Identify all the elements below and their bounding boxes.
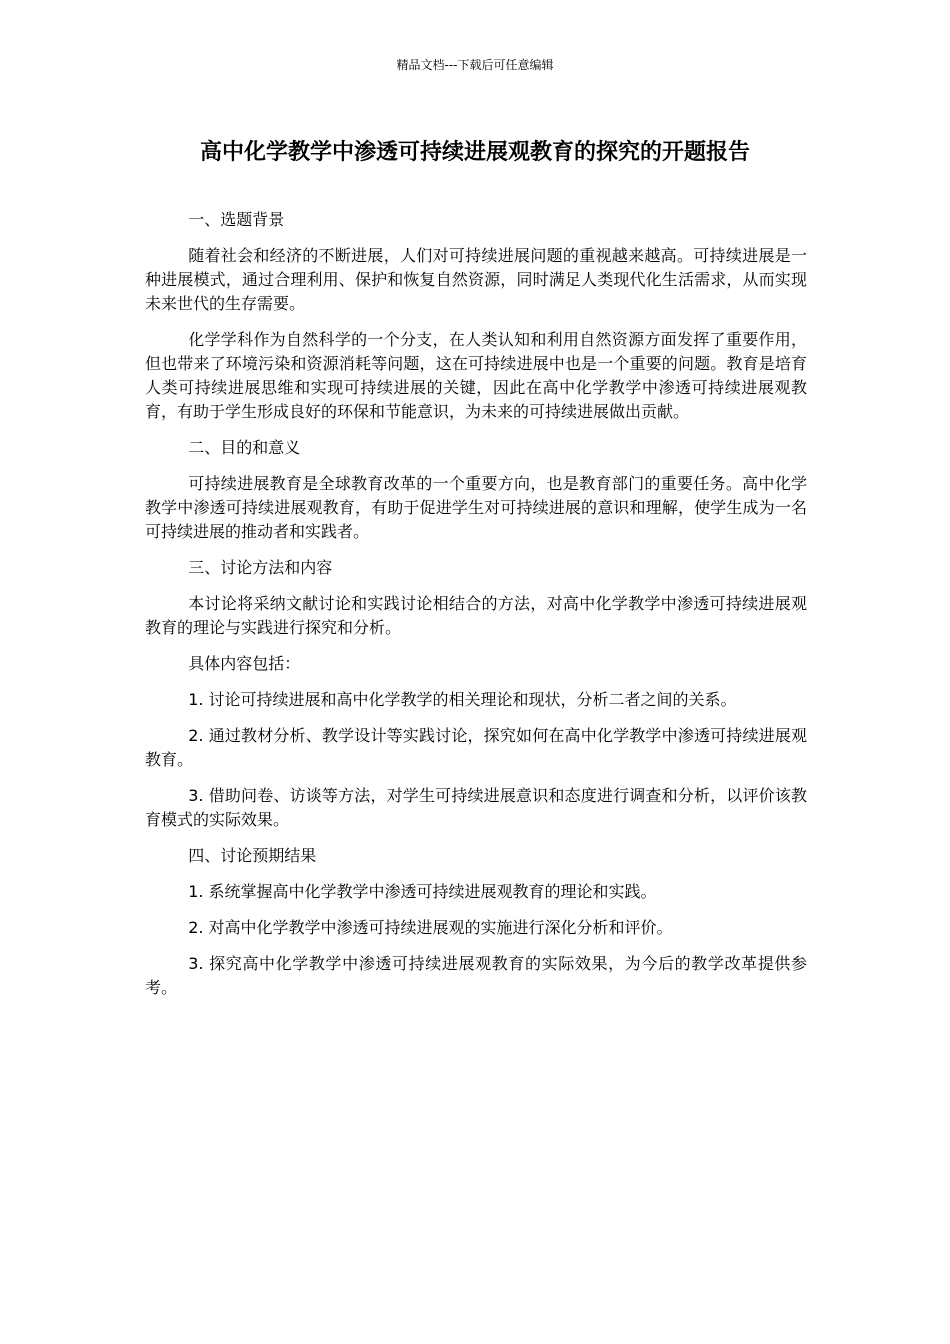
list-item: 1. 讨论可持续进展和高中化学教学的相关理论和现状，分析二者之间的关系。 [188,690,737,709]
document-body [145,208,807,1012]
body-paragraph: 化学学科作为自然科学的一个分支，在人类认知和利用自然资源方面发挥了重要作用，但也带来了环境污染和资源消耗等问题，这在可持续进展中也是一个重要的问题。教育是培育人类可持续进展思维和实现可持续进展的关键，因此在高中化学教学中渗透可持续进展观教育，有助于学生形成良好的环保和节能意识，为未来的可持续进展做出贡献。 [145,330,807,421]
page-header: 精品文档---下载后可任意编辑 [396,58,554,72]
section-heading-methods: 三、讨论方法和内容 [188,558,333,577]
body-paragraph: 可持续进展教育是全球教育改革的一个重要方向，也是教育部门的重要任务。高中化学教学中渗透可持续进展观教育，有助于促进学生对可持续进展的意识和理解，使学生成为一名可持续进展的推动者和实践者。 [145,474,807,541]
list-item: 2. 对高中化学教学中渗透可持续进展观的实施进行深化分析和评价。 [188,918,673,937]
document-title: 高中化学教学中渗透可持续进展观教育的探究的开题报告 [199,140,750,165]
body-paragraph: 随着社会和经济的不断进展，人们对可持续进展问题的重视越来越高。可持续进展是一种进展模式，通过合理利用、保护和恢复自然资源，同时满足人类现代化生活需求，从而实现未来世代的生存需要。 [145,246,807,313]
list-item: 2. 通过教材分析、教学设计等实践讨论，探究如何在高中化学教学中渗透可持续进展观教育。 [145,726,807,769]
section-heading-background: 一、选题背景 [188,210,285,229]
list-item: 3. 借助问卷、访谈等方法，对学生可持续进展意识和态度进行调查和分析，以评价该教育模式的实际效果。 [145,786,807,829]
list-item: 3. 探究高中化学教学中渗透可持续进展观教育的实际效果，为今后的教学改革提供参考。 [145,954,807,997]
body-paragraph: 具体内容包括： [188,654,301,673]
section-heading-expected-results: 四、讨论预期结果 [188,846,317,865]
body-paragraph: 本讨论将采纳文献讨论和实践讨论相结合的方法，对高中化学教学中渗透可持续进展观教育的理论与实践进行探究和分析。 [145,594,807,637]
list-item: 1. 系统掌握高中化学教学中渗透可持续进展观教育的理论和实践。 [188,882,657,901]
section-heading-purpose: 二、目的和意义 [188,438,301,457]
